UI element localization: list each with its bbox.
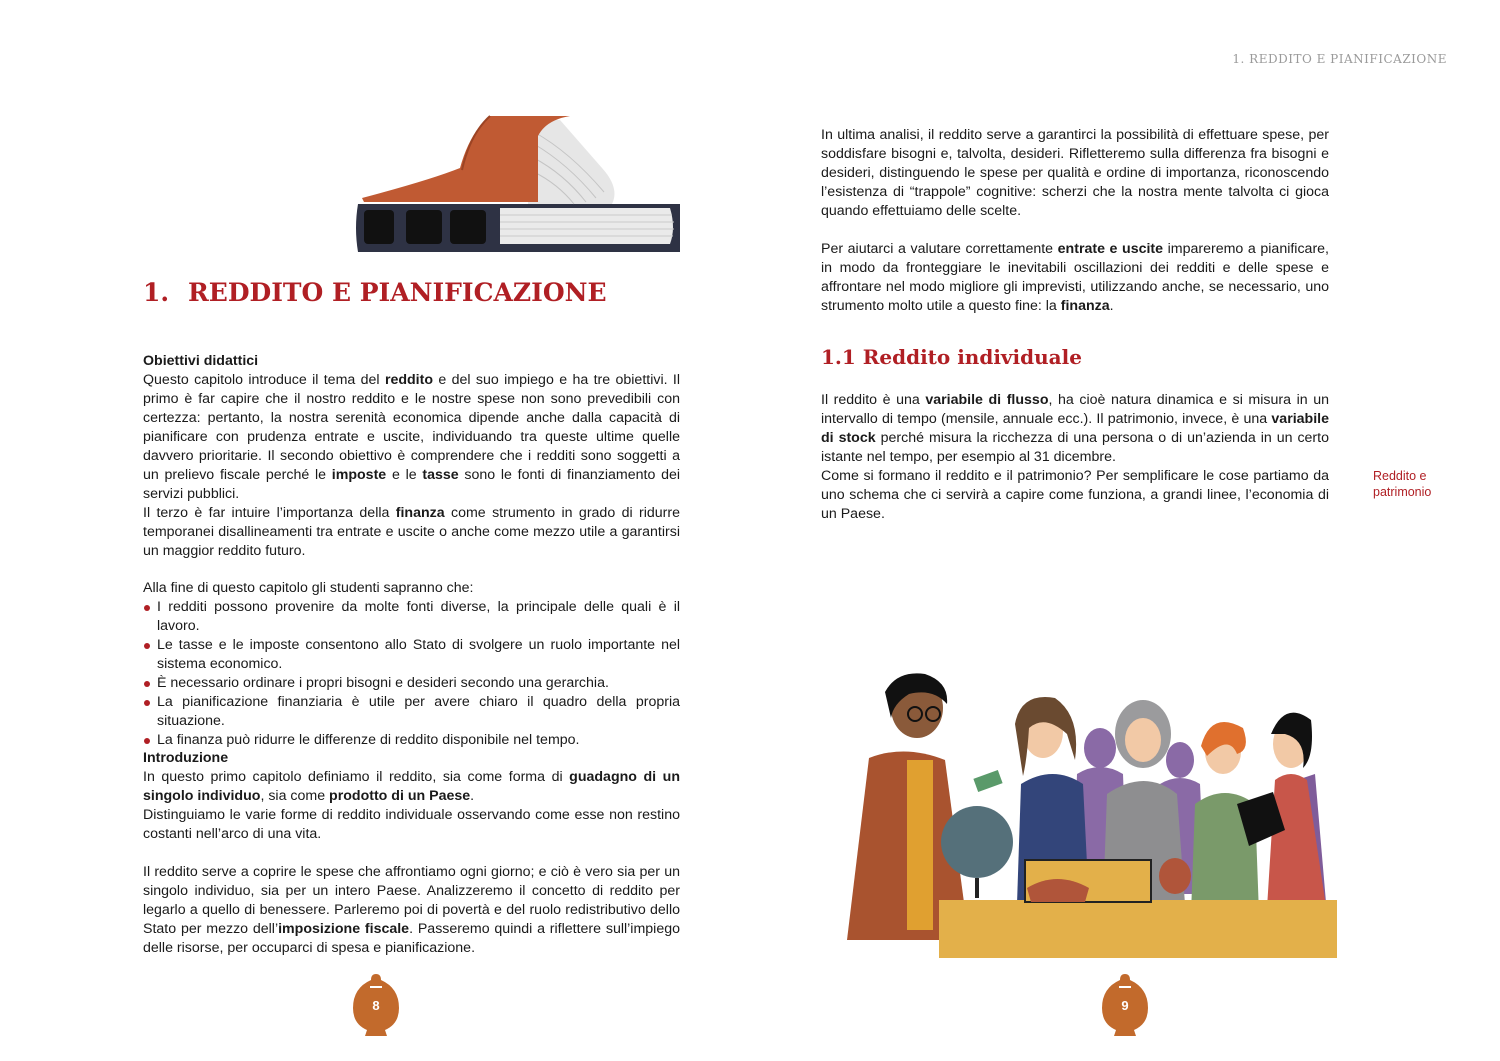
people-marketplace-illustration — [845, 664, 1337, 958]
right-paragraph-4: Come si formano il reddito e il patrimonio? Per semplificare le cose partiamo da uno schema che ci servirà a capire come funziona, a grandi linee, l’economia di un Paese. — [821, 468, 1329, 522]
list-item: I redditi possono provenire da molte fonti diverse, la principale delle quali è il lavoro. — [143, 598, 680, 636]
introduction-paragraph-2: Distinguiamo le varie forme di reddito individuale osservando come esse non restino costanti nell’arco di una vita. — [143, 807, 680, 842]
chapter-number: 1. — [143, 278, 170, 307]
page-number-left: 8 — [372, 998, 380, 1013]
section-body — [821, 391, 1329, 524]
objectives-paragraph-1: Questo capitolo introduce il tema del reddito e del suo impiego e ha tre obiettivi. Il primo è far capire che il nostro reddito e le nostre spese non sono prevedibili con certezza: pertanto, la nostra serenità economica dipende anche dalla capacità di pianificare con prudenza entrate e uscite, individuando tra queste ultime quelle davvero prioritarie. Il secondo obiettivo è comprendere che i redditi sono soggetti a un prelievo fiscale perché le imposte e le tasse sono le fonti di finanziamento dei servizi pubblici. — [143, 372, 681, 502]
chapter-title — [143, 278, 607, 307]
objectives-block — [143, 352, 680, 561]
chapter-title-text: REDDITO E PIANIFICAZIONE — [188, 278, 607, 307]
list-item: La finanza può ridurre le differenze di reddito disponibile nel tempo. — [143, 731, 680, 750]
list-item: La pianificazione finanziaria è utile per avere chiaro il quadro della propria situazione. — [143, 693, 680, 731]
list-item: Le tasse e le imposte consentono allo Stato di svolgere un ruolo importante nel sistema economico. — [143, 636, 680, 674]
side-note: Reddito e patrimonio — [1373, 469, 1432, 499]
right-paragraph-3: Il reddito è una variabile di flusso, ha cioè natura dinamica e si misura in un intervallo di tempo (mensile, annuale ecc.). Il patrimonio, invece, è una variabile di stock perché misura la ricchezza di una persona o di un’azienda in un certo istante nel tempo, per esempio al 31 dicembre. — [821, 392, 1329, 465]
section-title: 1.1 Reddito individuale — [821, 345, 1082, 369]
introduction-paragraph-3: Il reddito serve a coprire le spese che affrontiamo ogni giorno; e ciò è vero sia per un singolo individuo, sia per un intero Paese. Analizzeremo il concetto di reddito per legarlo a quello di benessere. Parleremo poi di povertà e del ruolo redistributivo dello Stato per mezzo dell’imposizione fiscale. Passeremo quindi a riflettere sull’impiego delle risorse, per occuparci di spesa e pianificazione. — [143, 864, 680, 956]
right-paragraph-1: In ultima analisi, il reddito serve a garantirci la possibilità di effettuare spese, per soddisfare bisogni e, talvolta, desideri. Rifletteremo sulla differenza fra bisogni e desideri, distinguendo le spese per qualità e ordine di importanza, riconoscendo l’esistenza di “trappole” cognitive: scherzi che la nostra mente talvolta ci gioca quando effettuiamo delle scelte. — [821, 127, 1329, 219]
outcomes-block — [143, 579, 680, 750]
introduction-block — [143, 749, 680, 958]
right-intro-block — [821, 126, 1329, 316]
objectives-heading: Obiettivi didattici — [143, 353, 259, 369]
page-number-right: 9 — [1121, 998, 1129, 1013]
outcomes-lead: Alla fine di questo capitolo gli studenti sapranno che: — [143, 580, 474, 596]
objectives-paragraph-2: Il terzo è far intuire l’importanza della finanza come strumento in grado di ridurre temporanei disallineamenti tra entrate e uscite o anche come mezzo utile a garantirsi un maggior reddito futuro. — [143, 505, 680, 559]
introduction-paragraph-1: In questo primo capitolo definiamo il reddito, sia come forma di guadagno di un singolo individuo, sia come prodotto di un Paese. — [143, 769, 680, 804]
page-number-badge-left — [351, 972, 401, 1038]
running-head: 1. REDDITO E PIANIFICAZIONE — [1232, 52, 1447, 66]
right-page — [750, 0, 1500, 1061]
page-number-badge-right — [1100, 972, 1150, 1038]
list-item: È necessario ordinare i propri bisogni e desideri secondo una gerarchia. — [143, 674, 680, 693]
books-illustration — [350, 112, 690, 254]
outcomes-list — [143, 598, 680, 750]
introduction-heading: Introduzione — [143, 750, 229, 766]
right-paragraph-2: Per aiutarci a valutare correttamente entrate e uscite impareremo a pianificare, in modo da fronteggiare le inevitabili oscillazioni dei redditi e delle spese e affrontare nel modo migliore gli imprevisti, utilizzando anche, se necessario, uno strumento molto utile a questo fine: la finanza. — [821, 241, 1330, 314]
